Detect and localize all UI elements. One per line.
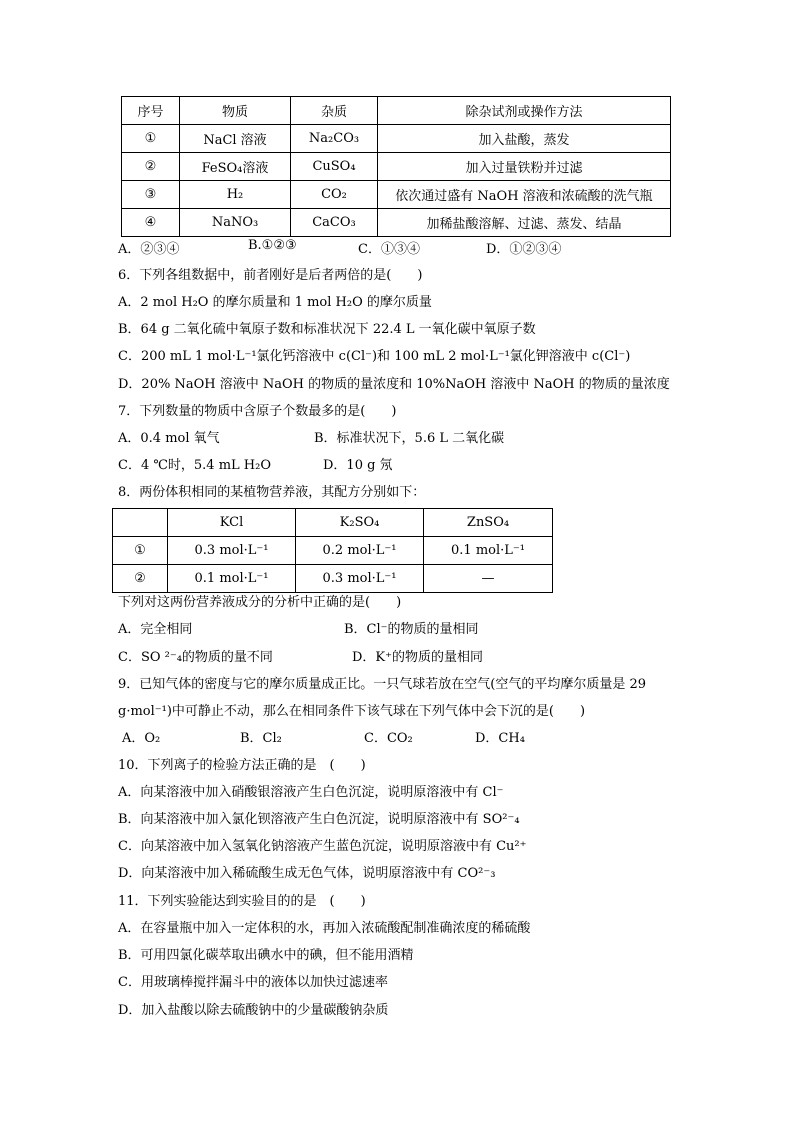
header-cell xyxy=(113,509,168,537)
option-c: C．CO₂ xyxy=(364,731,413,746)
option-c: C．4 ℃时，5.4 mL H₂O xyxy=(118,458,271,473)
option-c: C．200 mL 1 mol·L⁻¹氯化钙溶液中 c(Cl⁻)和 100 mL 2 mol·L⁻¹氯化钾溶液中 c(Cl⁻) xyxy=(118,349,631,364)
option-a: A．向某溶液中加入硝酸银溶液产生白色沉淀，说明原溶液中有 Cl⁻ xyxy=(118,785,504,800)
question-9-stem-line1: 9．已知气体的密度与它的摩尔质量成正比。一只气球若放在空气(空气的平均摩尔质量是 29 xyxy=(118,677,647,692)
header-cell: 杂质 xyxy=(291,97,378,125)
question-10-stem: 10．下列离子的检验方法正确的是 ( ) xyxy=(118,758,366,773)
table-cell: CO₂ xyxy=(291,181,378,209)
nutrient-table xyxy=(112,508,553,593)
table-header-row xyxy=(113,509,553,537)
option-c: C．用玻璃棒搅拌漏斗中的液体以加快过滤速率 xyxy=(118,975,388,990)
option-b: B．Cl⁻的物质的量相同 xyxy=(344,622,479,637)
option-b: B．向某溶液中加入氯化钡溶液产生白色沉淀，说明原溶液中有 SO²⁻₄ xyxy=(118,812,520,827)
option-a: A．O₂ xyxy=(122,731,161,746)
table-cell: ④ xyxy=(122,209,180,237)
header-cell: 除杂试剂或操作方法 xyxy=(378,97,671,125)
option-d: D．K⁺的物质的量相同 xyxy=(352,650,483,665)
option-b: B．可用四氯化碳萃取出碘水中的碘，但不能用酒精 xyxy=(118,948,414,963)
table-row xyxy=(122,153,671,181)
option-b: B．64 g 二氧化硫中氧原子数和标准状况下 22.4 L 一氧化碳中氧原子数 xyxy=(118,322,536,337)
header-cell: 序号 xyxy=(122,97,180,125)
question-8-prompt: 下列对这两份营养液成分的分析中正确的是( ) xyxy=(118,595,402,610)
table-cell: Na₂CO₃ xyxy=(291,125,378,153)
option-a: A．完全相同 xyxy=(118,622,193,637)
table-row xyxy=(113,537,553,565)
table-cell: 加入盐酸，蒸发 xyxy=(378,125,671,153)
question-6-stem: 6．下列各组数据中，前者刚好是后者两倍的是( ) xyxy=(118,268,423,283)
table-cell: ② xyxy=(113,565,168,593)
header-cell: 物质 xyxy=(180,97,291,125)
option-b: B．Cl₂ xyxy=(240,731,282,746)
table-header-row xyxy=(122,97,671,125)
table-cell: 加入过量铁粉并过滤 xyxy=(378,153,671,181)
question-9-stem-line2: g·mol⁻¹)中可静止不动，那么在相同条件下该气球在下列气体中会下沉的是( ) xyxy=(118,704,586,719)
table-cell: CuSO₄ xyxy=(291,153,378,181)
option-d: D．加入盐酸以除去硫酸钠中的少量碳酸钠杂质 xyxy=(118,1003,389,1018)
table-cell: FeSO₄溶液 xyxy=(180,153,291,181)
header-cell: K₂SO₄ xyxy=(296,509,424,537)
option-a: A．在容量瓶中加入一定体积的水，再加入浓硫酸配制准确浓度的稀硫酸 xyxy=(118,921,531,936)
option-c: C．SO ²⁻₄的物质的量不同 xyxy=(118,650,273,665)
table-cell: CaCO₃ xyxy=(291,209,378,237)
option-d: D．①②③④ xyxy=(486,242,562,257)
table-cell: 依次通过盛有 NaOH 溶液和浓硫酸的洗气瓶 xyxy=(378,181,671,209)
table-cell: 0.1 mol·L⁻¹ xyxy=(168,565,296,593)
table-row xyxy=(122,181,671,209)
option-b: B.①②③ xyxy=(248,238,297,253)
table-cell: 0.1 mol·L⁻¹ xyxy=(424,537,553,565)
option-d: D．20% NaOH 溶液中 NaOH 的物质的量浓度和 10%NaOH 溶液中 NaOH 的物质的量浓度 xyxy=(118,377,670,392)
table-row xyxy=(122,125,671,153)
table-cell: 0.3 mol·L⁻¹ xyxy=(296,565,424,593)
impurity-table xyxy=(121,96,671,237)
table-row xyxy=(113,565,553,593)
table-cell: ③ xyxy=(122,181,180,209)
option-a: A．2 mol H₂O 的摩尔质量和 1 mol H₂O 的摩尔质量 xyxy=(118,295,432,310)
header-cell: ZnSO₄ xyxy=(424,509,553,537)
option-d: D．向某溶液中加入稀硫酸生成无色气体，说明原溶液中有 CO²⁻₃ xyxy=(118,866,496,881)
table-cell: ② xyxy=(122,153,180,181)
table-cell: 0.3 mol·L⁻¹ xyxy=(168,537,296,565)
option-d: D．CH₄ xyxy=(475,731,525,746)
header-cell: KCl xyxy=(168,509,296,537)
table-cell: 加稀盐酸溶解、过滤、蒸发、结晶 xyxy=(378,209,671,237)
option-a: A．②③④ xyxy=(118,242,180,257)
table-row xyxy=(122,209,671,237)
option-d: D．10 g 氖 xyxy=(323,458,393,473)
table-cell: H₂ xyxy=(180,181,291,209)
question-7-stem: 7．下列数量的物质中含原子个数最多的是( ) xyxy=(118,404,397,419)
option-a: A．0.4 mol 氧气 xyxy=(118,431,220,446)
question-11-stem: 11．下列实验能达到实验目的的是 ( ) xyxy=(118,894,366,909)
option-b: B．标准状况下，5.6 L 二氧化碳 xyxy=(314,431,505,446)
table-cell: — xyxy=(424,565,553,593)
question-8-stem: 8．两份体积相同的某植物营养液，其配方分别如下： xyxy=(118,485,426,500)
table-cell: ① xyxy=(122,125,180,153)
option-c: C．①③④ xyxy=(358,242,420,257)
table-cell: NaNO₃ xyxy=(180,209,291,237)
table-cell: NaCl 溶液 xyxy=(180,125,291,153)
table-cell: 0.2 mol·L⁻¹ xyxy=(296,537,424,565)
option-c: C．向某溶液中加入氢氧化钠溶液产生蓝色沉淀，说明原溶液中有 Cu²⁺ xyxy=(118,839,527,854)
table-cell: ① xyxy=(113,537,168,565)
